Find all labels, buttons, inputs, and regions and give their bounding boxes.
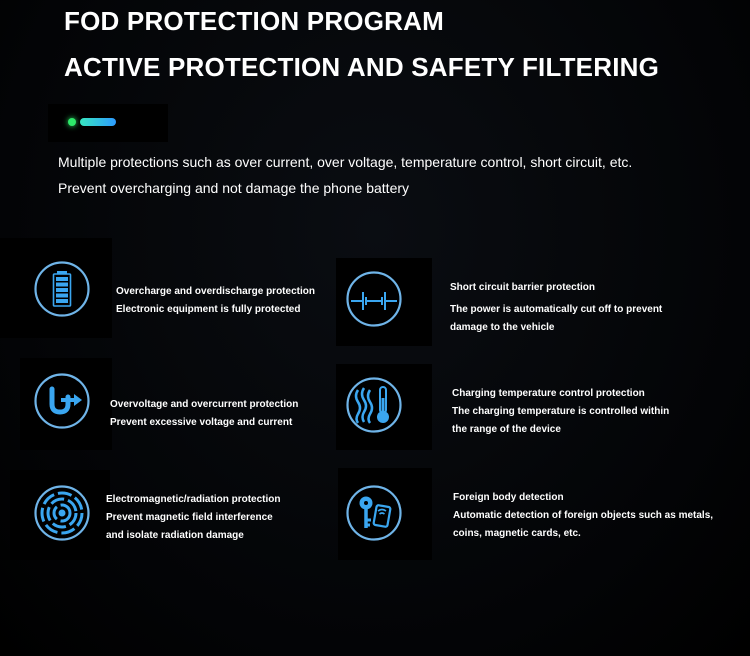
feature-title: Overcharge and overdischarge protection [116, 286, 315, 297]
feature-desc: Automatic detection of foreign objects such as metals, [453, 510, 714, 521]
status-indicator [48, 104, 168, 142]
feature-title: Short circuit barrier protection [450, 282, 596, 293]
thermometer-icon [345, 376, 403, 434]
battery-icon [33, 260, 91, 318]
feature-desc: the range of the device [452, 424, 561, 435]
feature-title: Electromagnetic/radiation protection [106, 494, 281, 505]
feature-title: Overvoltage and overcurrent protection [110, 399, 299, 410]
green-dot-icon [68, 118, 76, 126]
u-turn-arrow-icon [33, 372, 91, 430]
radiation-target-icon [33, 484, 91, 542]
feature-desc: The power is automatically cut off to prevent [450, 304, 663, 315]
feature-desc: damage to the vehicle [450, 322, 555, 333]
feature-desc: Electronic equipment is fully protected [116, 304, 301, 315]
intro-line-2: Prevent overcharging and not damage the phone battery [58, 180, 410, 196]
feature-desc: The charging temperature is controlled within [452, 406, 670, 417]
page-title-line2: ACTIVE PROTECTION AND SAFETY FILTERING [64, 52, 660, 82]
feature-desc: coins, magnetic cards, etc. [453, 528, 581, 539]
gradient-bar-icon [80, 118, 116, 126]
feature-desc: and isolate radiation damage [106, 530, 244, 541]
intro-line-1: Multiple protections such as over current, over voltage, temperature control, short circuit, etc. [58, 154, 633, 170]
short-circuit-icon [345, 270, 403, 328]
key-card-icon [345, 484, 403, 542]
feature-desc: Prevent excessive voltage and current [110, 417, 293, 428]
feature-title: Foreign body detection [453, 492, 564, 503]
feature-title: Charging temperature control protection [452, 388, 645, 399]
feature-desc: Prevent magnetic field interference [106, 512, 273, 523]
page-title-line1: FOD PROTECTION PROGRAM [64, 6, 444, 36]
